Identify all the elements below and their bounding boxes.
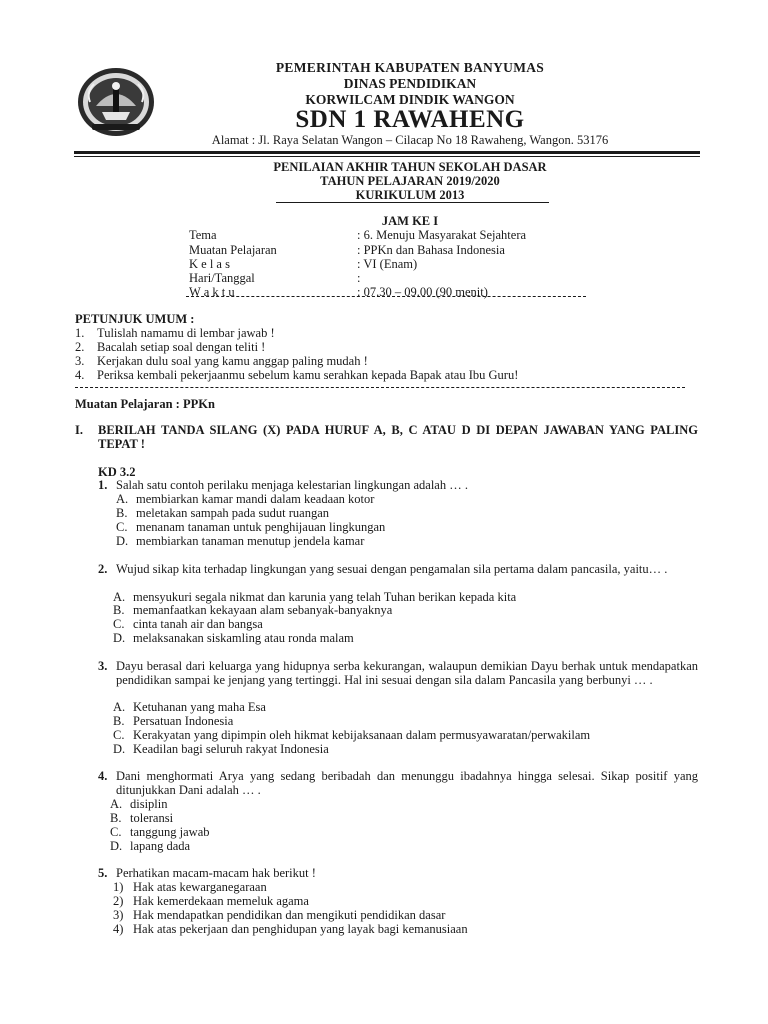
option-text: Hak atas kewarganegaraan (133, 880, 267, 894)
option-text: Keadilan bagi seluruh rakyat Indonesia (133, 742, 329, 756)
instruction-text: Periksa kembali pekerjaanmu sebelum kamu serahkan kepada Bapak atau Ibu Guru! (97, 368, 519, 382)
option-text: menanam tanaman untuk penghijauan lingkungan (136, 520, 386, 534)
info-divider (186, 296, 586, 297)
section-instruction: BERILAH TANDA SILANG (X) PADA HURUF A, B, C ATAU D DI DEPAN JAWABAN YANG PALING TEPAT ! (98, 423, 698, 451)
option-text: lapang dada (130, 839, 191, 853)
option-text: Kerakyatan yang dipimpin oleh hikmat kebijaksanaan dalam permusyawaratan/perwakilam (133, 728, 591, 742)
question-text: Dani menghormati Arya yang sedang beribadah dan menunggu ibadahnya hingga selesai. Sikap positif yang ditunjukkan Dani adalah … . (116, 769, 698, 797)
option-letter: A. (110, 797, 123, 811)
instructions-title: PETUNJUK UMUM : (75, 312, 195, 326)
info-row-kelas (189, 257, 589, 272)
question-number: 2. (98, 562, 108, 576)
option-text: tanggung jawab (130, 825, 210, 839)
option-letter: D. (113, 631, 126, 645)
option-text: meletakan sampah pada sudut ruangan (136, 506, 329, 520)
instruction-text: Tulislah namamu di lembar jawab ! (97, 326, 275, 340)
option-letter: B. (113, 714, 125, 728)
district-office: KORWILCAM DINDIK WANGON (305, 92, 515, 107)
option-letter: 1) (113, 880, 124, 894)
info-row-tema (189, 228, 589, 243)
option-text: memanfaatkan kekayaan alam sebanyak-banyaknya (133, 603, 393, 617)
competency-label: KD 3.2 (98, 465, 136, 479)
info-key: K e l a s (189, 257, 230, 271)
office-name: DINAS PENDIDIKAN (343, 76, 477, 91)
option-letter: B. (113, 603, 125, 617)
info-key: W a k t u (189, 285, 235, 299)
info-value: : 07.30 – 09.00 (90 menit) (357, 285, 488, 299)
info-key: Tema (189, 228, 217, 242)
info-value: : VI (Enam) (357, 257, 418, 271)
subject-heading: Muatan Pelajaran : PPKn (75, 397, 215, 411)
option-letter: C. (116, 520, 128, 534)
option-text: membiarkan kamar mandi dalam keadaan kotor (136, 492, 375, 506)
option-text: disiplin (130, 797, 168, 811)
info-row-waktu (189, 285, 589, 300)
instruction-text: Bacalah setiap soal dengan teliti ! (97, 340, 266, 354)
instruction-number: 4. (75, 368, 85, 382)
instruction-number: 1. (75, 326, 85, 340)
option-text: mensyukuri segala nikmat dan karunia yang telah Tuhan berikan kepada kita (133, 590, 517, 604)
question-text: Dayu berasal dari keluarga yang hidupnya serba kekurangan, walaupun demikian Dayu berhak untuk mendapatkan pendidikan sampai ke jenjang yang tertinggi. Hal ini sesuai dengan sila dalam Pancasila yang berbunyi … . (116, 659, 698, 687)
option-text: Ketuhanan yang maha Esa (133, 700, 266, 714)
question-text: Salah satu contoh perilaku menjaga kelestarian lingkungan adalah … . (116, 478, 468, 492)
option-letter: 2) (113, 894, 124, 908)
header-divider-thick (74, 151, 700, 154)
info-value: : (357, 271, 361, 285)
question-number: 5. (98, 866, 108, 880)
instruction-number: 3. (75, 354, 85, 368)
exam-title: PENILAIAN AKHIR TAHUN SEKOLAH DASAR (273, 160, 547, 174)
option-text: toleransi (130, 811, 174, 825)
option-letter: B. (110, 811, 122, 825)
option-letter: D. (110, 839, 123, 853)
question-number: 4. (98, 769, 108, 783)
option-letter: C. (113, 728, 125, 742)
option-text: Hak atas pekerjaan dan penghidupan yang layak bagi kemanusiaan (133, 922, 468, 936)
instruction-number: 2. (75, 340, 85, 354)
academic-year: TAHUN PELAJARAN 2019/2020 (320, 174, 500, 188)
option-text: Persatuan Indonesia (133, 714, 234, 728)
school-address: Alamat : Jl. Raya Selatan Wangon – Cilacap No 18 Rawaheng, Wangon. 53176 (211, 133, 609, 147)
info-key: Muatan Pelajaran (189, 243, 277, 257)
info-row-hari (189, 271, 589, 286)
title-underline (276, 202, 549, 203)
section-number: I. (75, 423, 83, 437)
option-letter: B. (116, 506, 128, 520)
option-letter: A. (113, 590, 126, 604)
header-divider-thin (74, 156, 700, 157)
gov-name: PEMERINTAH KABUPATEN BANYUMAS (275, 60, 545, 75)
info-row-muatan (189, 243, 589, 258)
option-letter: C. (113, 617, 125, 631)
question-text: Perhatikan macam-macam hak berikut ! (116, 866, 316, 880)
option-letter: D. (113, 742, 126, 756)
option-letter: D. (116, 534, 129, 548)
option-letter: 4) (113, 922, 124, 936)
option-letter: C. (110, 825, 122, 839)
option-letter: A. (116, 492, 129, 506)
banyumas-emblem-logo (76, 62, 156, 142)
info-value: : PPKn dan Bahasa Indonesia (357, 243, 505, 257)
option-text: Hak mendapatkan pendidikan dan mengikuti pendidikan dasar (133, 908, 446, 922)
option-letter: A. (113, 700, 126, 714)
session-label: JAM KE I (381, 214, 439, 228)
school-name: SDN 1 RAWAHENG (295, 106, 525, 133)
instructions-divider (75, 387, 685, 388)
option-text: membiarkan tanaman menutup jendela kamar (136, 534, 365, 548)
info-value: : 6. Menuju Masyarakat Sejahtera (357, 228, 527, 242)
curriculum: KURIKULUM 2013 (355, 188, 465, 202)
instruction-text: Kerjakan dulu soal yang kamu anggap paling mudah ! (97, 354, 368, 368)
question-number: 1. (98, 478, 108, 492)
info-key: Hari/Tanggal (189, 271, 255, 285)
option-text: melaksanakan siskamling atau ronda malam (133, 631, 354, 645)
option-text: Hak kemerdekaan memeluk agama (133, 894, 309, 908)
question-text: Wujud sikap kita terhadap lingkungan yang sesuai dengan pengamalan sila pertama dalam pancasila, yaitu… . (116, 562, 668, 576)
question-number: 3. (98, 659, 108, 673)
option-letter: 3) (113, 908, 124, 922)
option-text: cinta tanah air dan bangsa (133, 617, 263, 631)
